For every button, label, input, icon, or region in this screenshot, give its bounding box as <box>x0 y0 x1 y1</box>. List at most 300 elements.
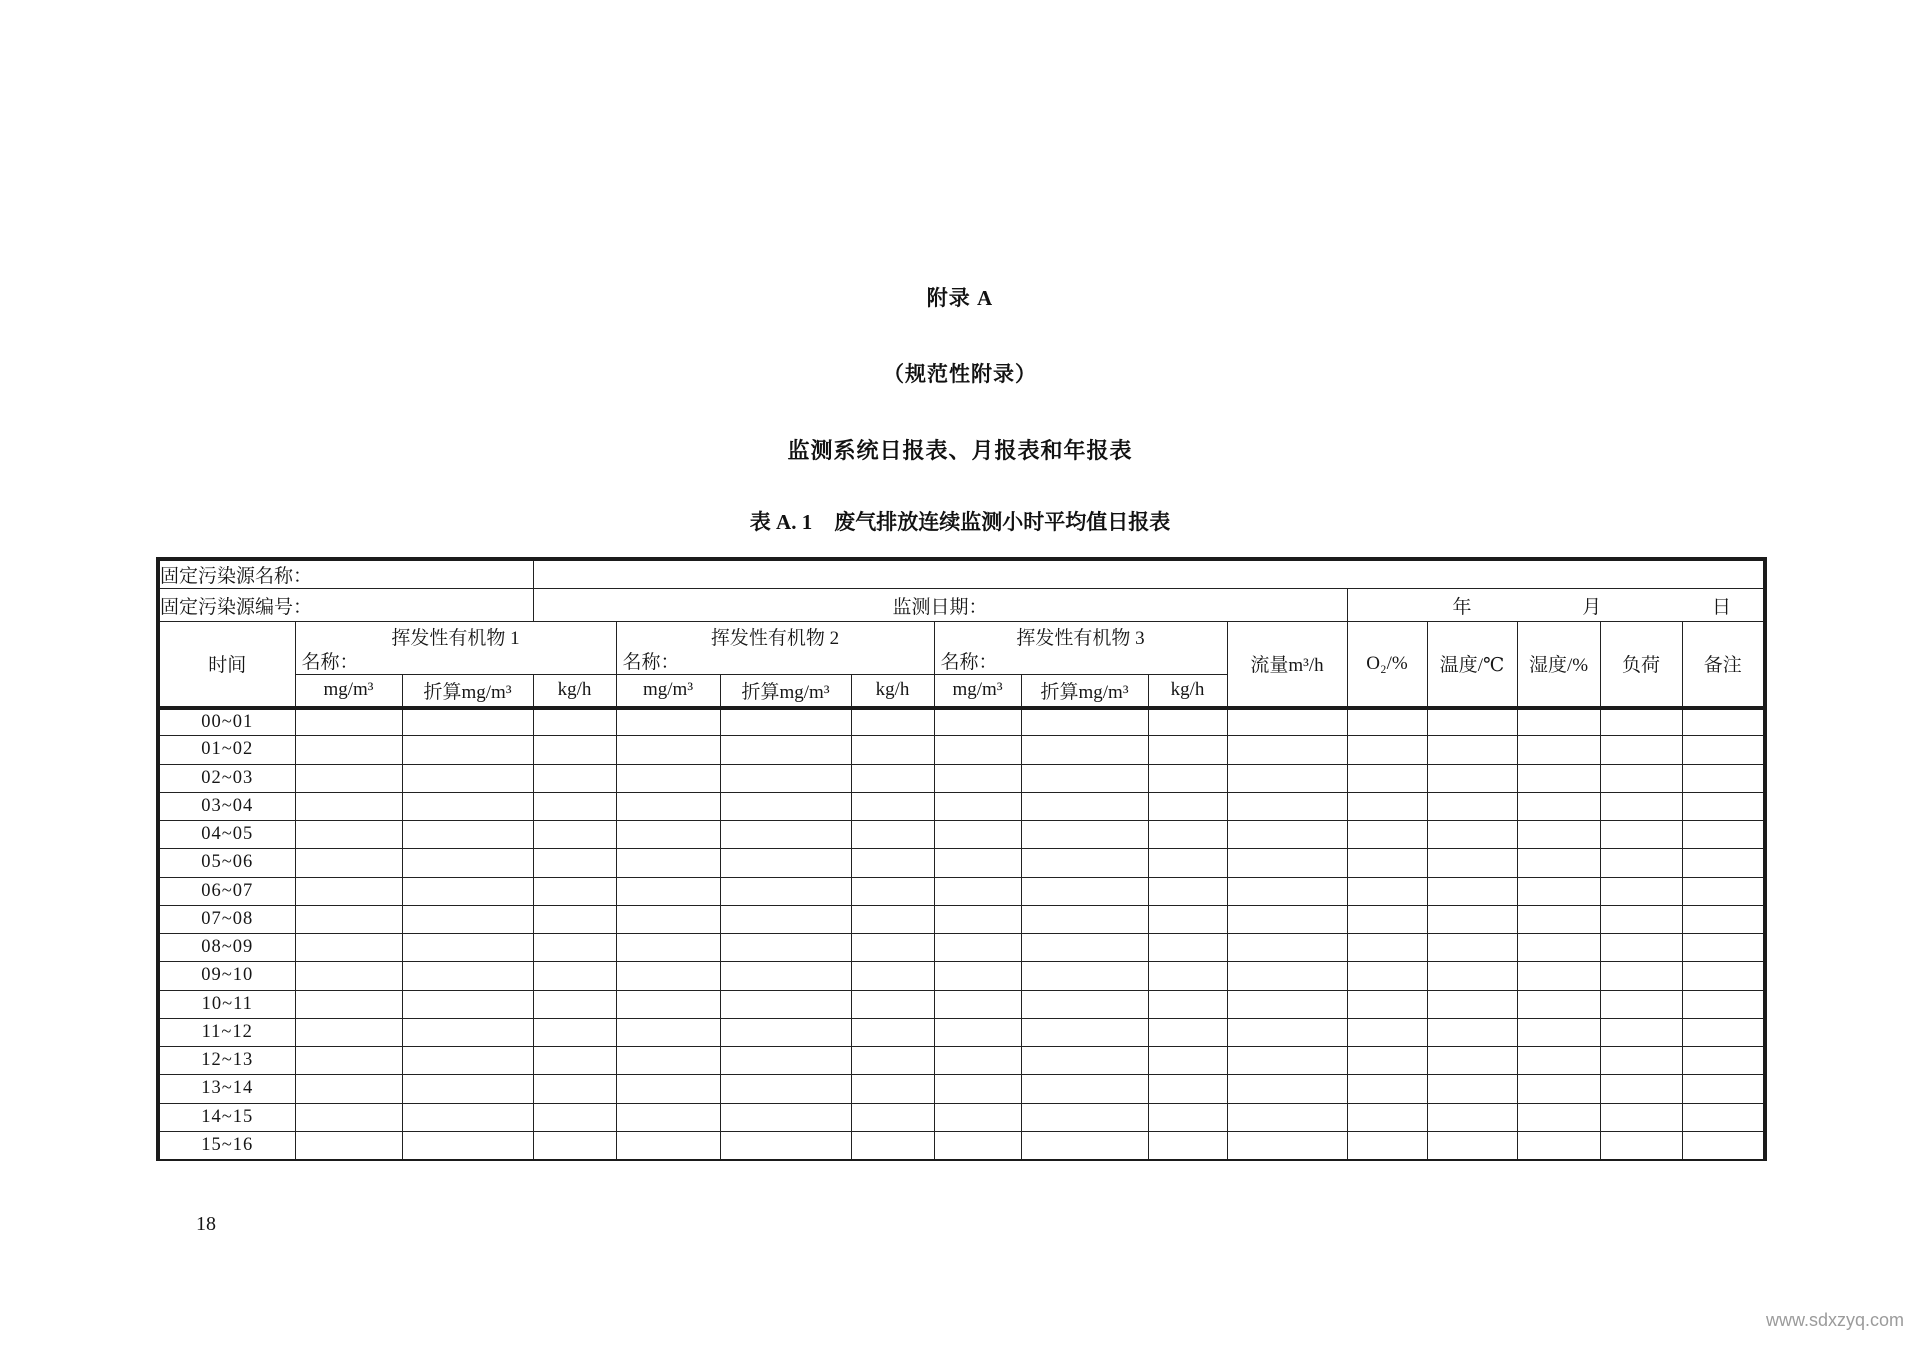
table-row <box>158 1103 1765 1131</box>
day-label: 日 <box>1712 596 1732 618</box>
data-cell <box>851 990 934 1018</box>
data-cell <box>1600 990 1682 1018</box>
data-cell <box>1347 877 1427 905</box>
time-range-cell: 08~09 <box>158 934 295 962</box>
voc-group-3-title: 挥发性有机物 3 <box>1016 628 1145 649</box>
data-cell <box>295 1131 402 1159</box>
data-cell <box>851 877 934 905</box>
time-range-cell: 00~01 <box>158 708 295 736</box>
unit-voc2-kgh: kg/h <box>851 675 934 708</box>
data-cell <box>1148 708 1227 736</box>
data-cell <box>1347 905 1427 933</box>
data-cell <box>1021 990 1148 1018</box>
data-cell <box>616 962 720 990</box>
data-cell <box>295 708 402 736</box>
data-cell <box>1517 1131 1600 1159</box>
data-cell <box>851 1075 934 1103</box>
date-ymd-cell <box>1347 589 1765 622</box>
data-cell <box>1427 708 1517 736</box>
data-cell <box>533 849 616 877</box>
time-range-cell: 15~16 <box>158 1131 295 1159</box>
data-cell <box>851 764 934 792</box>
source-id-row <box>158 589 1765 622</box>
time-range-cell: 05~06 <box>158 849 295 877</box>
data-cell <box>533 905 616 933</box>
data-cell <box>1682 1075 1765 1103</box>
table-caption-text: 废气排放连续监测小时平均值日报表 <box>834 510 1171 534</box>
data-cell <box>1600 1131 1682 1159</box>
data-cell <box>402 736 533 764</box>
data-cell <box>851 1131 934 1159</box>
unit-voc2-mg: mg/m³ <box>616 675 720 708</box>
data-cell <box>1427 821 1517 849</box>
data-cell <box>720 990 851 1018</box>
data-cell <box>1347 934 1427 962</box>
source-name-row <box>158 559 1765 589</box>
data-cell <box>295 905 402 933</box>
data-cell <box>533 764 616 792</box>
table-row <box>158 990 1765 1018</box>
data-cell <box>720 821 851 849</box>
data-cell <box>1427 962 1517 990</box>
data-cell <box>720 1103 851 1131</box>
data-cell <box>720 905 851 933</box>
data-cell <box>295 1075 402 1103</box>
data-cell <box>851 849 934 877</box>
data-cell <box>851 1018 934 1046</box>
data-cell <box>851 821 934 849</box>
data-cell <box>934 934 1021 962</box>
time-range-cell: 02~03 <box>158 764 295 792</box>
data-cell <box>720 792 851 820</box>
data-cell <box>1427 1018 1517 1046</box>
data-cell <box>533 877 616 905</box>
data-cell <box>1227 877 1347 905</box>
data-cell <box>1227 1131 1347 1159</box>
data-cell <box>1682 792 1765 820</box>
data-cell <box>295 764 402 792</box>
data-cell <box>616 905 720 933</box>
data-cell <box>1227 934 1347 962</box>
table-caption <box>0 506 1920 536</box>
data-cell <box>616 1103 720 1131</box>
data-cell <box>1427 934 1517 962</box>
data-cell <box>1427 877 1517 905</box>
time-range-cell: 13~14 <box>158 1075 295 1103</box>
col-header-temperature: 温度/℃ <box>1427 622 1517 708</box>
data-cell <box>1148 905 1227 933</box>
time-range-cell: 11~12 <box>158 1018 295 1046</box>
data-cell <box>934 1131 1021 1159</box>
data-cell <box>1600 736 1682 764</box>
data-cell <box>934 1047 1021 1075</box>
data-cell <box>1600 708 1682 736</box>
data-cell <box>616 1018 720 1046</box>
data-cell <box>1021 708 1148 736</box>
col-header-time: 时间 <box>158 622 295 708</box>
data-cell <box>533 962 616 990</box>
data-cell <box>1427 792 1517 820</box>
watermark-url: www.sdxzyq.com <box>1765 1310 1904 1330</box>
data-cell <box>533 1018 616 1046</box>
data-cell <box>1682 905 1765 933</box>
table-row <box>158 1047 1765 1075</box>
data-cell <box>934 1018 1021 1046</box>
table-row <box>158 1075 1765 1103</box>
data-cell <box>1600 934 1682 962</box>
data-cell <box>1148 1103 1227 1131</box>
data-cell <box>1517 990 1600 1018</box>
data-cell <box>616 1131 720 1159</box>
data-cell <box>934 849 1021 877</box>
data-cell <box>1021 792 1148 820</box>
voc-group-1-title: 挥发性有机物 1 <box>391 628 520 649</box>
data-cell <box>1021 764 1148 792</box>
data-cell <box>1347 1131 1427 1159</box>
data-cell <box>295 849 402 877</box>
data-cell <box>1347 990 1427 1018</box>
unit-voc1-mg: mg/m³ <box>295 675 402 708</box>
data-cell <box>1600 877 1682 905</box>
data-cell <box>1021 1075 1148 1103</box>
voc-group-1-header <box>295 622 616 675</box>
data-cell <box>1600 962 1682 990</box>
data-cell <box>402 821 533 849</box>
data-cell <box>1600 1018 1682 1046</box>
normative-note: （规范性附录） <box>883 362 1037 386</box>
data-cell <box>402 764 533 792</box>
voc-group-2-name-label: 名称： <box>622 652 680 673</box>
data-cell <box>934 1103 1021 1131</box>
data-cell <box>295 934 402 962</box>
data-cell <box>616 990 720 1018</box>
col-header-humidity: 湿度/% <box>1517 622 1600 708</box>
data-cell <box>720 1018 851 1046</box>
data-cell <box>616 764 720 792</box>
time-range-cell: 09~10 <box>158 962 295 990</box>
data-cell <box>1148 849 1227 877</box>
data-cell <box>1517 792 1600 820</box>
data-cell <box>1600 764 1682 792</box>
data-cell <box>1021 962 1148 990</box>
data-cell <box>1600 1103 1682 1131</box>
appendix-title: 附录 A <box>926 286 994 310</box>
data-cell <box>402 962 533 990</box>
voc-group-3-header <box>934 622 1227 675</box>
data-cell <box>1517 962 1600 990</box>
daily-report-table <box>156 557 1767 1161</box>
data-cell <box>720 708 851 736</box>
table-row <box>158 905 1765 933</box>
data-cell <box>1347 708 1427 736</box>
data-cell <box>1347 849 1427 877</box>
voc-group-1-name-label: 名称： <box>301 652 359 673</box>
data-cell <box>1148 877 1227 905</box>
data-cell <box>533 821 616 849</box>
data-cell <box>1227 1103 1347 1131</box>
time-range-cell: 06~07 <box>158 877 295 905</box>
data-cell <box>1427 905 1517 933</box>
data-cell <box>1682 821 1765 849</box>
month-label: 月 <box>1582 596 1602 618</box>
data-cell <box>1021 821 1148 849</box>
data-cell <box>402 1103 533 1131</box>
data-cell <box>1682 1018 1765 1046</box>
data-cell <box>1682 1047 1765 1075</box>
data-cell <box>616 708 720 736</box>
data-cell <box>533 792 616 820</box>
data-cell <box>1227 962 1347 990</box>
data-cell <box>1227 708 1347 736</box>
data-cell <box>402 1018 533 1046</box>
data-cell <box>1148 1047 1227 1075</box>
data-cell <box>851 1047 934 1075</box>
data-cell <box>1682 849 1765 877</box>
data-cell <box>533 990 616 1018</box>
unit-voc2-converted: 折算mg/m³ <box>720 675 851 708</box>
data-cell <box>1517 708 1600 736</box>
report-table-wrapper <box>156 557 1767 1161</box>
data-cell <box>402 849 533 877</box>
data-cell <box>720 764 851 792</box>
data-cell <box>1682 736 1765 764</box>
data-cell <box>616 792 720 820</box>
data-cell <box>851 962 934 990</box>
data-cell <box>1347 792 1427 820</box>
data-cell <box>1347 1047 1427 1075</box>
data-cell <box>934 821 1021 849</box>
date-ymd-group <box>1348 592 1764 619</box>
data-cell <box>1682 962 1765 990</box>
data-cell <box>295 736 402 764</box>
data-cell <box>720 877 851 905</box>
data-cell <box>1148 934 1227 962</box>
data-cell <box>1427 764 1517 792</box>
year-label: 年 <box>1452 596 1472 618</box>
data-cell <box>1148 821 1227 849</box>
time-range-cell: 01~02 <box>158 736 295 764</box>
table-row <box>158 877 1765 905</box>
data-cell <box>720 934 851 962</box>
data-cell <box>533 708 616 736</box>
data-cell <box>533 1047 616 1075</box>
data-cell <box>616 877 720 905</box>
unit-voc3-converted: 折算mg/m³ <box>1021 675 1148 708</box>
data-cell <box>1427 1131 1517 1159</box>
data-cell <box>1227 1018 1347 1046</box>
data-cell <box>1347 1018 1427 1046</box>
data-cell <box>1517 736 1600 764</box>
monitor-date-label: 监测日期： <box>533 589 1347 622</box>
data-cell <box>402 1075 533 1103</box>
data-cell <box>1682 877 1765 905</box>
voc-group-2-title: 挥发性有机物 2 <box>710 628 840 649</box>
data-cell <box>1682 1103 1765 1131</box>
data-cell <box>720 736 851 764</box>
data-cell <box>1021 1018 1148 1046</box>
data-cell <box>402 708 533 736</box>
data-cell <box>1227 990 1347 1018</box>
data-cell <box>1021 905 1148 933</box>
data-cell <box>1682 990 1765 1018</box>
voc-group-3-name-label: 名称： <box>940 652 998 673</box>
data-cell <box>1682 1131 1765 1159</box>
page-number: 18 <box>196 1213 216 1235</box>
data-cell <box>616 849 720 877</box>
data-cell <box>1347 1075 1427 1103</box>
data-cell <box>1021 1131 1148 1159</box>
data-cell <box>1148 792 1227 820</box>
table-body <box>158 708 1765 1160</box>
data-cell <box>1427 1075 1517 1103</box>
data-cell <box>1600 821 1682 849</box>
data-cell <box>851 708 934 736</box>
data-cell <box>533 736 616 764</box>
data-cell <box>1148 990 1227 1018</box>
data-cell <box>1427 1103 1517 1131</box>
unit-voc1-kgh: kg/h <box>533 675 616 708</box>
data-cell <box>1227 1047 1347 1075</box>
data-cell <box>1517 905 1600 933</box>
data-cell <box>1517 849 1600 877</box>
data-cell <box>1517 934 1600 962</box>
data-cell <box>1347 821 1427 849</box>
data-cell <box>934 708 1021 736</box>
data-cell <box>720 849 851 877</box>
header-group-row <box>158 622 1765 675</box>
data-cell <box>402 877 533 905</box>
data-cell <box>533 1075 616 1103</box>
data-cell <box>295 1047 402 1075</box>
time-range-cell: 12~13 <box>158 1047 295 1075</box>
data-cell <box>295 1018 402 1046</box>
data-cell <box>1347 1103 1427 1131</box>
data-cell <box>934 792 1021 820</box>
table-row <box>158 934 1765 962</box>
table-row <box>158 792 1765 820</box>
data-cell <box>1148 764 1227 792</box>
data-cell <box>1227 1075 1347 1103</box>
data-cell <box>295 990 402 1018</box>
data-cell <box>1347 736 1427 764</box>
data-cell <box>402 792 533 820</box>
data-cell <box>1021 1047 1148 1075</box>
data-cell <box>1227 736 1347 764</box>
data-cell <box>616 1075 720 1103</box>
data-cell <box>1600 792 1682 820</box>
data-cell <box>1427 1047 1517 1075</box>
data-cell <box>1148 1018 1227 1046</box>
data-cell <box>1600 849 1682 877</box>
data-cell <box>1600 1075 1682 1103</box>
data-cell <box>1021 1103 1148 1131</box>
data-cell <box>402 905 533 933</box>
data-cell <box>1517 1103 1600 1131</box>
data-cell <box>720 962 851 990</box>
data-cell <box>1148 736 1227 764</box>
data-cell <box>934 736 1021 764</box>
data-cell <box>851 905 934 933</box>
data-cell <box>851 1103 934 1131</box>
data-cell <box>851 792 934 820</box>
data-cell <box>1227 764 1347 792</box>
data-cell <box>934 962 1021 990</box>
data-cell <box>616 1047 720 1075</box>
data-cell <box>1517 1018 1600 1046</box>
time-range-cell: 07~08 <box>158 905 295 933</box>
data-cell <box>402 934 533 962</box>
data-cell <box>1021 934 1148 962</box>
data-cell <box>295 877 402 905</box>
data-cell <box>1682 764 1765 792</box>
data-cell <box>1517 1075 1600 1103</box>
col-header-o2: O₂/% <box>1347 622 1427 708</box>
table-row <box>158 962 1765 990</box>
data-cell <box>1427 849 1517 877</box>
data-cell <box>1682 708 1765 736</box>
time-range-cell: 10~11 <box>158 990 295 1018</box>
data-cell <box>533 934 616 962</box>
voc-group-2-header <box>616 622 934 675</box>
table-row <box>158 708 1765 736</box>
data-cell <box>295 962 402 990</box>
data-cell <box>1227 849 1347 877</box>
data-cell <box>1600 1047 1682 1075</box>
data-cell <box>1227 821 1347 849</box>
time-range-cell: 14~15 <box>158 1103 295 1131</box>
data-cell <box>934 905 1021 933</box>
data-cell <box>402 1131 533 1159</box>
data-cell <box>1517 877 1600 905</box>
data-cell <box>1021 877 1148 905</box>
data-cell <box>533 1131 616 1159</box>
data-cell <box>1148 1075 1227 1103</box>
data-cell <box>720 1075 851 1103</box>
data-cell <box>934 764 1021 792</box>
data-cell <box>402 990 533 1018</box>
unit-voc1-converted: 折算mg/m³ <box>402 675 533 708</box>
data-cell <box>1427 990 1517 1018</box>
data-cell <box>720 1047 851 1075</box>
col-header-load: 负荷 <box>1600 622 1682 708</box>
table-row <box>158 849 1765 877</box>
data-cell <box>616 821 720 849</box>
data-cell <box>1517 1047 1600 1075</box>
source-id-label: 固定污染源编号： <box>158 589 533 622</box>
data-cell <box>934 1075 1021 1103</box>
data-cell <box>616 934 720 962</box>
data-cell <box>1600 905 1682 933</box>
unit-voc3-mg: mg/m³ <box>934 675 1021 708</box>
report-subtitle: 监测系统日报表、月报表和年报表 <box>787 438 1133 463</box>
data-cell <box>1347 962 1427 990</box>
source-name-label: 固定污染源名称： <box>158 559 533 589</box>
col-header-flow: 流量m³/h <box>1227 622 1347 708</box>
data-cell <box>1517 764 1600 792</box>
data-cell <box>295 821 402 849</box>
table-row <box>158 821 1765 849</box>
data-cell <box>533 1103 616 1131</box>
data-cell <box>295 792 402 820</box>
data-cell <box>1148 1131 1227 1159</box>
data-cell <box>851 736 934 764</box>
data-cell <box>1021 849 1148 877</box>
data-cell <box>1148 962 1227 990</box>
data-cell <box>1021 736 1148 764</box>
time-range-cell: 04~05 <box>158 821 295 849</box>
data-cell <box>295 1103 402 1131</box>
unit-voc3-kgh: kg/h <box>1148 675 1227 708</box>
